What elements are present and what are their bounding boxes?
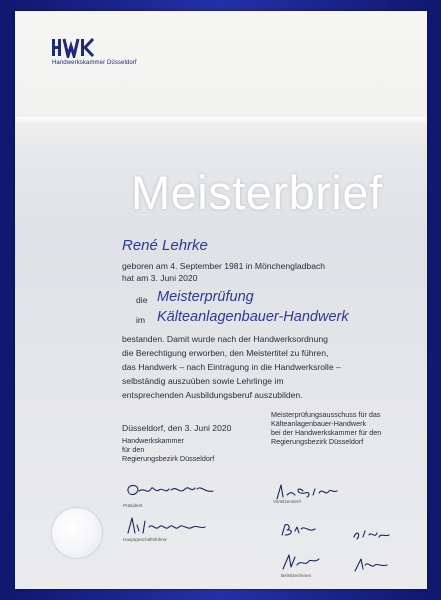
embossed-seal [52, 508, 102, 558]
header-band-edge [15, 117, 427, 123]
assessor-signature-2 [351, 525, 391, 543]
body-line-5: entsprechenden Ausbildungsberuf auszubilden. [122, 390, 303, 400]
body-line-4: selbständig auszuüben sowie Lehrlinge im [122, 376, 284, 386]
body-line-2: die Berechtigung erworben, den Meistertitel zu führen, [122, 348, 329, 358]
passed-line: hat am 3. Juni 2020 [122, 273, 198, 283]
chair-caption: Vorsitzender/r [273, 499, 302, 504]
certificate-document [15, 11, 427, 589]
birth-line: geboren am 4. September 1981 in Mönchengladbach [122, 261, 326, 271]
chamber-block-line-2: für den [122, 445, 145, 454]
article-die: die [136, 295, 148, 305]
exam-name: Meisterprüfung [157, 289, 254, 305]
committee-block-line-4: Regierungsbezirk Düsseldorf [271, 437, 364, 446]
committee-block-line-2: Kälteanlagenbauer-Handwerk [271, 419, 367, 428]
article-im: im [136, 315, 146, 325]
president-signature [123, 481, 218, 503]
assessors-caption: Beisitzer/innen [281, 573, 312, 578]
trade-name: Kälteanlagenbauer-Handwerk [157, 309, 349, 325]
assessor-signature-3 [281, 551, 321, 573]
place-date: Düsseldorf, den 3. Juni 2020 [122, 423, 232, 433]
committee-block-line-3: bei der Handwerkskammer für den [271, 428, 382, 437]
hwk-logo-icon [52, 38, 110, 58]
certificate-title: Meisterbrief [131, 166, 383, 219]
chamber-block-line-3: Regierungsbezirk Düsseldorf [122, 454, 215, 463]
committee-block-line-1: Meisterprüfungsausschuss für das [271, 410, 381, 419]
assessor-signature-1 [279, 521, 319, 539]
body-line-3: das Handwerk – nach Eintragung in die Handwerksrolle – [122, 362, 341, 372]
assessor-signature-4 [351, 555, 391, 575]
chamber-name: Handwerkskammer Düsseldorf [52, 60, 137, 66]
recipient-name: René Lehrke [122, 237, 208, 254]
managing-director-caption: Hauptgeschäftsführer [123, 537, 167, 542]
president-caption: Präsident [123, 503, 143, 508]
body-line-1: bestanden. Damit wurde nach der Handwerksordnung [122, 334, 328, 344]
chamber-block-line-1: Handwerkskammer [122, 436, 184, 445]
managing-director-signature [123, 515, 208, 537]
